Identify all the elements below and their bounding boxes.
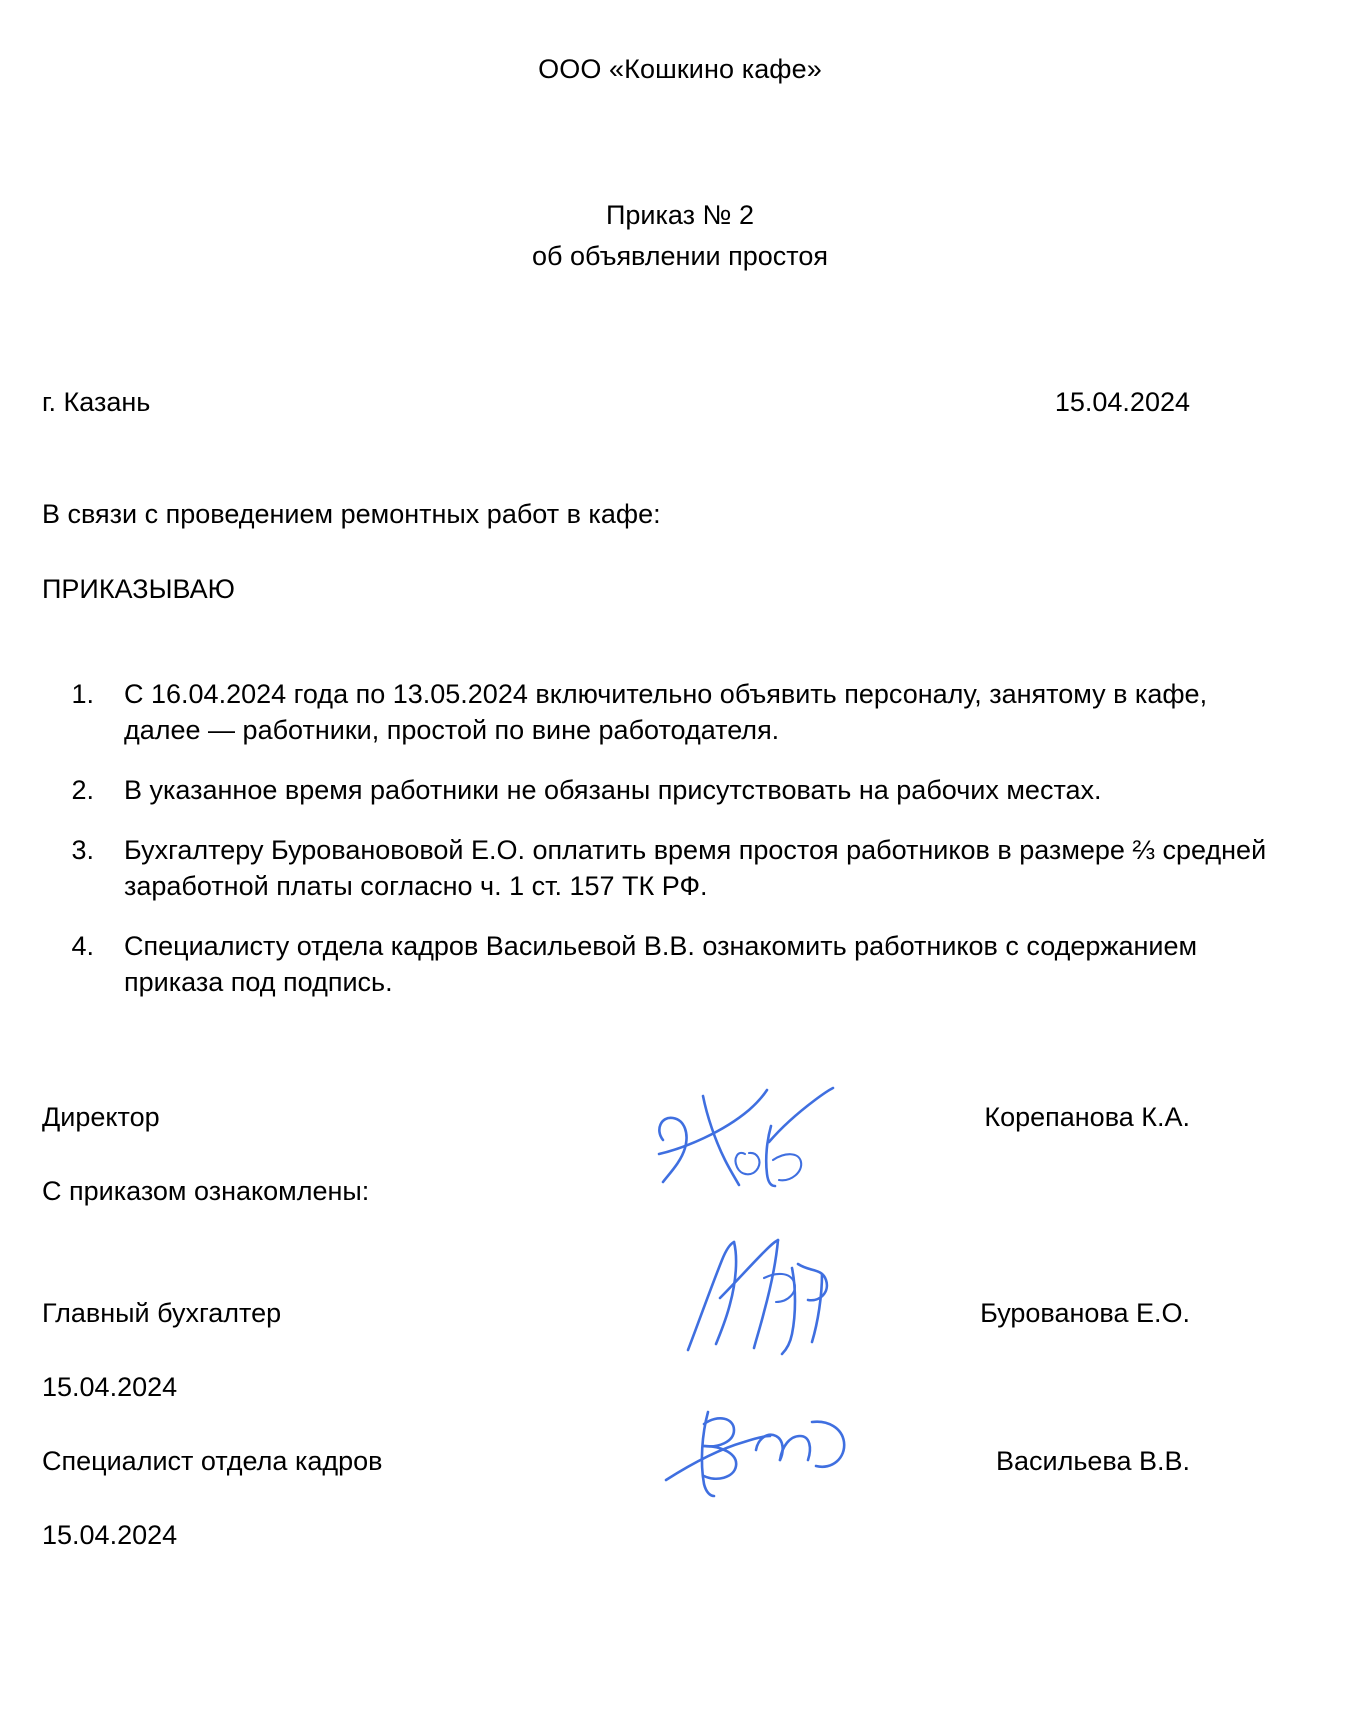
clause-number: 1. — [71, 679, 94, 709]
clause-number: 3. — [71, 835, 94, 865]
place-and-date-row — [42, 385, 1190, 419]
director-signature-row — [42, 1100, 1190, 1134]
signature-block — [42, 1100, 1190, 1552]
clause-text: Бухгалтеру Бурованововой Е.О. оплатить время простоя работников в размере ⅔ средней заработной платы согласно ч. 1 ст. 157 ТК РФ. — [124, 835, 1267, 901]
hr-name-label: Васильева В.В. — [995, 1446, 1190, 1476]
clause-number: 4. — [71, 931, 94, 961]
hr-signature-row — [42, 1444, 1190, 1478]
clause-list — [42, 676, 1272, 1000]
acknowledgement-label: С приказом ознакомлены: — [42, 1176, 370, 1206]
order-subject-line: об объявлении простоя — [532, 241, 828, 271]
clause-text: Специалисту отдела кадров Васильевой В.В. ознакомить работников с содержанием приказа под подпись. — [124, 931, 1198, 997]
document-date: 15.04.2024 — [1054, 387, 1190, 417]
hr-date-row — [42, 1518, 1190, 1552]
accountant-role-label: Главный бухгалтер — [42, 1298, 282, 1328]
document-title — [0, 195, 1360, 277]
acknowledgement-row — [42, 1174, 1190, 1208]
accountant-signature-row — [42, 1296, 1190, 1330]
hr-date: 15.04.2024 — [42, 1520, 178, 1550]
director-name-label: Корепанова К.А. — [984, 1102, 1190, 1132]
order-keyword: ПРИКАЗЫВАЮ — [42, 574, 235, 604]
clause-item — [42, 676, 1272, 748]
city-label: г. Казань — [42, 387, 151, 417]
hr-role-label: Специалист отдела кадров — [42, 1446, 383, 1476]
clause-number: 2. — [71, 775, 94, 805]
clause-item — [42, 772, 1272, 808]
clause-item — [42, 928, 1272, 1000]
preamble-text: В связи с проведением ремонтных работ в кафе: — [42, 499, 661, 529]
organization-name: ООО «Кошкино кафе» — [538, 54, 822, 84]
director-role-label: Директор — [42, 1102, 160, 1132]
accountant-date: 15.04.2024 — [42, 1372, 178, 1402]
accountant-date-row — [42, 1370, 1190, 1404]
clause-text: В указанное время работники не обязаны присутствовать на рабочих местах. — [124, 775, 1102, 805]
order-number-line: Приказ № 2 — [606, 200, 754, 230]
clause-item — [42, 832, 1272, 904]
accountant-name-label: Бурованова Е.О. — [980, 1298, 1190, 1328]
clause-text: С 16.04.2024 года по 13.05.2024 включительно объявить персоналу, занятому в кафе, далее — работники, простой по вине работодателя. — [124, 679, 1208, 745]
